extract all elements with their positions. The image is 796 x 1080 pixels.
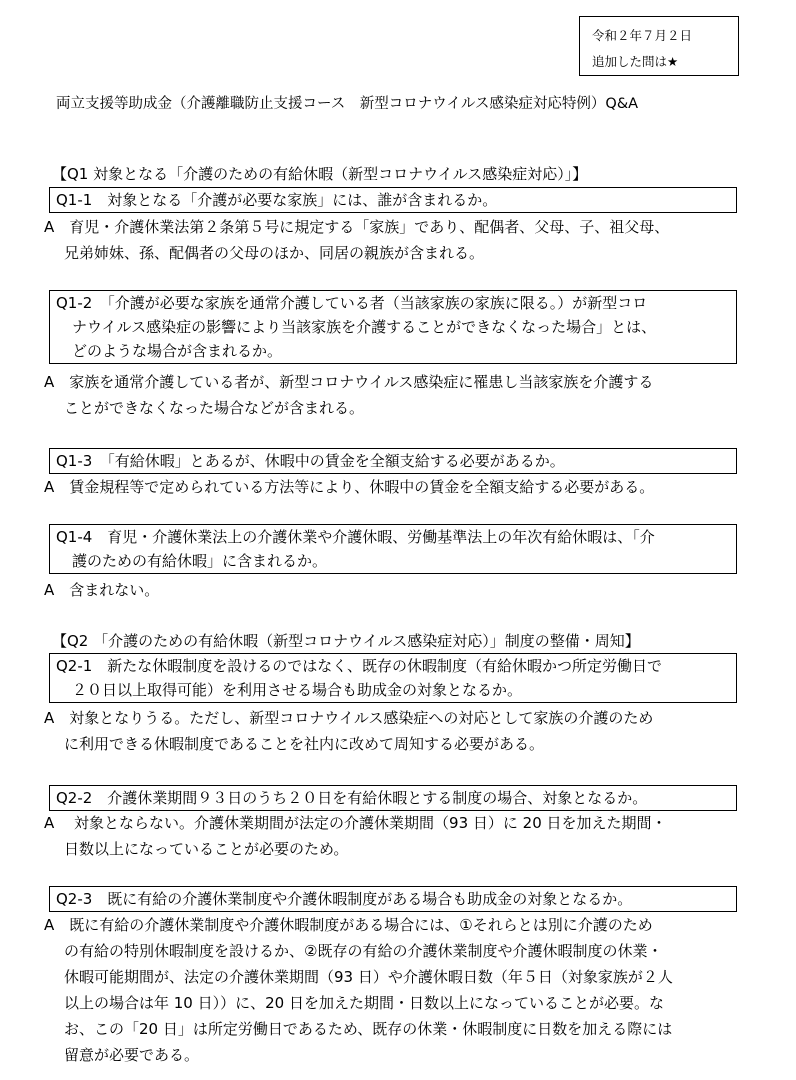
issue-date: 令和２年７月２日	[592, 28, 693, 43]
answer-q1-1	[44, 214, 744, 266]
section-heading-q1: 【Q1 対象となる「介護のための有給休暇（新型コロナウイルス感染症対応）」】	[52, 165, 588, 183]
answer-line: A 家族を通常介護している者が、新型コロナウイルス感染症に罹患し当該家族を介護する	[44, 373, 654, 391]
question-box-q1-3	[49, 448, 737, 474]
question-box-q1-2	[49, 290, 737, 364]
answer-line: 以上の場合は年 10 日））に、20 日を加えた期間・日数以上になっていることが必要。な	[64, 994, 664, 1012]
question-line: ナウイルス感染症の影響により当該家族を介護することができなくなった場合」とは、	[72, 318, 657, 336]
question-line: Q2-1 新たな休暇制度を設けるのではなく、既存の休暇制度（有給休暇かつ所定労働日で	[56, 657, 663, 675]
answer-line: お、この「20 日」は所定労働日であるため、既存の休業・休暇制度に日数を加える際には	[64, 1020, 673, 1038]
question-line: Q1-1 対象となる「介護が必要な家族」には、誰が含まれるか。	[56, 191, 498, 209]
question-line: Q1-2 「介護が必要な家族を通常介護している者（当該家族の家族に限る。）が新型コロ	[56, 294, 648, 312]
answer-line: 兄弟姉妹、孫、配偶者の父母のほか、同居の親族が含まれる。	[64, 244, 485, 262]
question-box-q1-4	[49, 524, 737, 574]
added-note: 追加した問は★	[592, 54, 679, 69]
answer-line: に利用できる休暇制度であることを社内に改めて周知する必要がある。	[64, 735, 545, 753]
answer-line: A 対象とならない。介護休業期間が法定の介護休業期間（93 日）に 20 日を加えた期間・	[44, 814, 667, 832]
answer-line: A 既に有給の介護休業制度や介護休暇制度がある場合には、①それらとは別に介護のため	[44, 916, 653, 934]
answer-line: A 賃金規程等で定められている方法等により、休暇中の賃金を全額支給する必要がある。	[44, 478, 655, 496]
question-line: Q2-3 既に有給の介護休業制度や介護休暇制度がある場合も助成金の対象となるか。	[56, 890, 633, 908]
answer-line: A 対象となりうる。ただし、新型コロナウイルス感染症への対応として家族の介護のため	[44, 709, 654, 727]
question-line: どのような場合が含まれるか。	[72, 342, 283, 360]
answer-line: 休暇可能期間が、法定の介護休業期間（93 日）や介護休暇日数（年５日（対象家族が２人	[64, 968, 673, 986]
answer-q1-2	[44, 369, 744, 421]
answer-line: 留意が必要である。	[64, 1046, 200, 1064]
question-box-q2-1	[49, 653, 737, 703]
section-heading-q2: 【Q2 「介護のための有給休暇（新型コロナウイルス感染症対応）」制度の整備・周知】	[52, 632, 640, 650]
date-box	[579, 16, 739, 76]
question-line: Q1-3 「有給休暇」とあるが、休暇中の賃金を全額支給する必要があるか。	[56, 452, 565, 470]
answer-line: の有給の特別休暇制度を設けるか、②既存の有給の介護休業制度や介護休暇制度の休業・	[64, 942, 663, 960]
document-title: 両立支援等助成金（介護離職防止支援コース 新型コロナウイルス感染症対応特例）Q&A	[56, 96, 639, 112]
answer-q1-3	[44, 474, 744, 500]
answer-line: A 含まれない。	[44, 581, 160, 599]
question-line: ２０日以上取得可能）を利用させる場合も助成金の対象となるか。	[72, 681, 523, 699]
question-box-q2-3	[49, 886, 737, 912]
answer-line: 日数以上になっていることが必要のため。	[64, 840, 349, 858]
question-line: 護のための有給休暇」に含まれるか。	[72, 552, 328, 570]
answer-q2-3	[44, 912, 744, 1068]
question-line: Q2-2 介護休業期間９３日のうち２０日を有給休暇とする制度の場合、対象となるか。	[56, 789, 648, 807]
question-box-q1-1	[49, 187, 737, 213]
answer-q2-2	[44, 810, 744, 862]
answer-q2-1	[44, 705, 744, 757]
answer-line: ことができなくなった場合などが含まれる。	[64, 399, 365, 417]
answer-line: A 育児・介護休業法第２条第５号に規定する「家族」であり、配偶者、父母、子、祖父母、	[44, 218, 670, 236]
question-line: Q1-4 育児・介護休業法上の介護休業や介護休暇、労働基準法上の年次有給休暇は、「介	[56, 528, 655, 546]
question-box-q2-2	[49, 785, 737, 811]
answer-q1-4	[44, 577, 744, 603]
